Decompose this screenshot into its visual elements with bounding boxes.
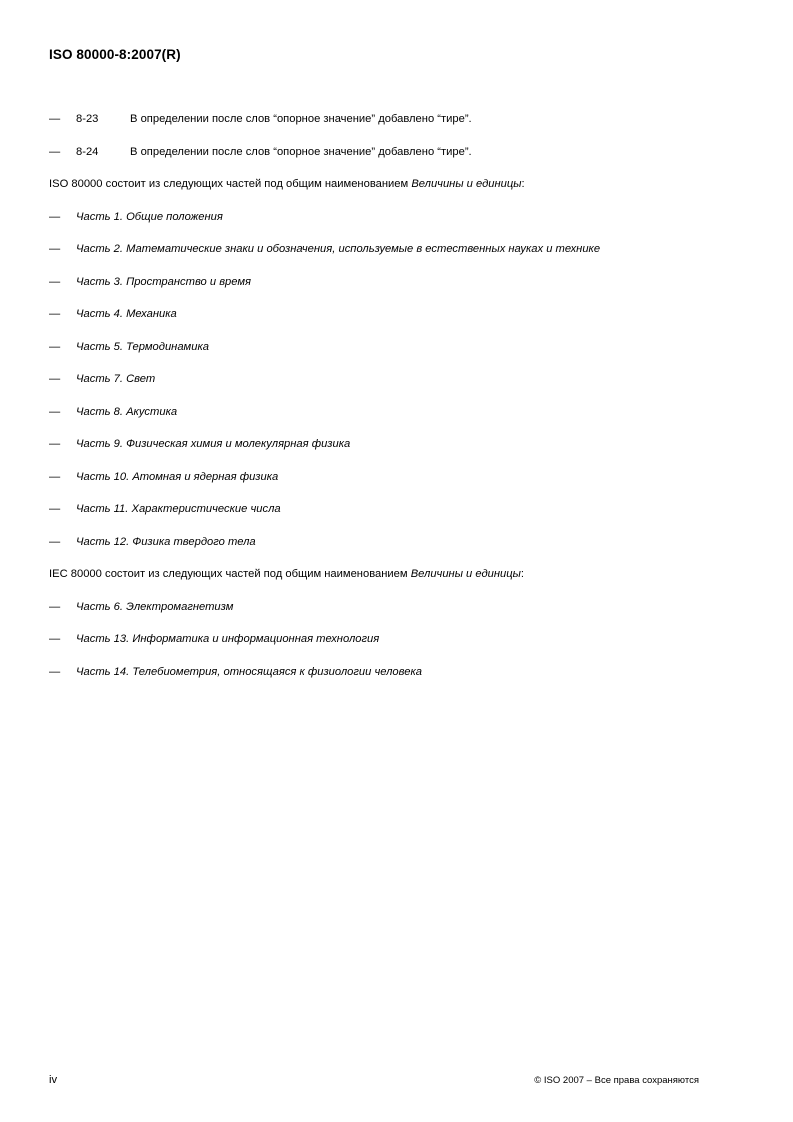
list-dash: —	[49, 373, 61, 385]
list-dash: —	[49, 535, 61, 548]
part-title: Часть 8. Акустика	[76, 405, 178, 418]
intro-suffix: :	[520, 568, 525, 580]
list-dash: —	[49, 665, 61, 678]
amendment-text: В определении после слов “опорное значение” добавлено “тире”.	[130, 113, 472, 125]
iec-parts-intro	[49, 567, 699, 581]
intro-suffix: :	[521, 178, 525, 190]
list-dash: —	[49, 145, 61, 158]
part-title: Часть 2. Математические знаки и обозначения, используемые в естественных науках и технике	[76, 243, 601, 255]
list-item-part	[49, 535, 699, 549]
list-item-part	[49, 340, 699, 354]
part-title: Часть 9. Физическая химия и молекулярная физика	[76, 438, 351, 450]
list-dash: —	[49, 113, 61, 125]
list-item-part	[49, 600, 699, 614]
list-dash: —	[49, 340, 61, 353]
list-dash: —	[49, 275, 61, 288]
part-title: Часть 10. Атомная и ядерная физика	[76, 470, 279, 483]
list-dash: —	[49, 470, 61, 483]
list-item-part	[49, 437, 699, 451]
part-title: Часть 12. Физика твердого тела	[76, 535, 256, 548]
intro-italic-title: Величины и единицы	[411, 178, 522, 190]
list-dash: —	[49, 600, 61, 613]
list-item-part	[49, 210, 699, 224]
page-content	[49, 112, 699, 697]
list-dash: —	[49, 308, 61, 320]
part-title: Часть 1. Общие положения	[76, 210, 223, 223]
amendment-item	[49, 112, 699, 126]
part-title: Часть 7. Свет	[76, 373, 156, 385]
intro-text: IEC 80000 состоит из следующих частей под общим наименованием	[49, 568, 411, 580]
part-title: Часть 5. Термодинамика	[76, 340, 209, 353]
list-item-part	[49, 275, 699, 289]
page-number: iv	[49, 1074, 58, 1086]
list-item-part	[49, 242, 699, 256]
amendment-item	[49, 145, 699, 159]
amendment-number: 8-24	[76, 145, 99, 158]
list-item-part	[49, 502, 699, 516]
list-item-part	[49, 372, 699, 386]
amendment-text: В определении после слов “опорное значение” добавлено “тире”.	[130, 145, 472, 158]
list-dash: —	[49, 633, 61, 645]
document-header: ISO 80000-8:2007(R)	[49, 47, 181, 62]
intro-text: ISO 80000 состоит из следующих частей под общим наименованием	[49, 178, 412, 190]
list-item-part	[49, 307, 699, 321]
list-dash: —	[49, 243, 61, 255]
list-item-part	[49, 665, 699, 679]
part-title: Часть 11. Характеристические числа	[76, 503, 281, 515]
list-item-part	[49, 405, 699, 419]
part-title: Часть 4. Механика	[76, 308, 177, 320]
part-title: Часть 6. Электромагнетизм	[76, 600, 234, 613]
list-dash: —	[49, 438, 61, 450]
part-title: Часть 14. Телебиометрия, относящаяся к физиологии человека	[76, 665, 422, 678]
list-item-part	[49, 470, 699, 484]
copyright-notice: © ISO 2007 – Все права сохраняются	[534, 1075, 699, 1086]
iso-parts-intro	[49, 177, 699, 191]
intro-italic-title: Величины и единицы	[410, 568, 521, 580]
part-title: Часть 3. Пространство и время	[76, 275, 252, 288]
part-title: Часть 13. Информатика и информационная технология	[76, 633, 380, 645]
list-dash: —	[49, 503, 61, 515]
amendment-number: 8-23	[76, 113, 99, 125]
list-dash: —	[49, 210, 61, 223]
list-dash: —	[49, 405, 61, 418]
list-item-part	[49, 632, 699, 646]
